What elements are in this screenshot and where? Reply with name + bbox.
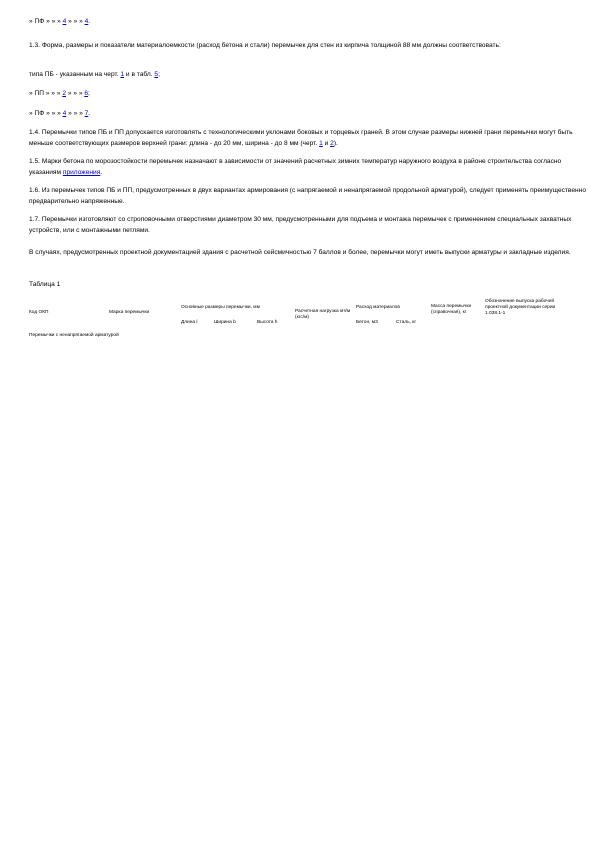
- table-caption: Таблица 1: [29, 281, 61, 288]
- paragraph-seismic: В случаях, предусмотренных проектной документацией здания с расчетной сейсмичностью 7 баллов и более, перемычки могут иметь выпуски арматуры и закладные изделия.: [29, 249, 571, 256]
- header-concrete: Бетон, м3: [356, 320, 378, 325]
- header-mark: Марка перемычки: [109, 310, 150, 315]
- line-pf-1: [29, 16, 589, 27]
- link-drawing-1[interactable]: 1: [319, 140, 323, 147]
- link-drawing-4[interactable]: 4: [62, 18, 67, 25]
- line-text: » » »: [66, 18, 85, 25]
- line-text: .: [88, 110, 91, 117]
- header-length: Длина l: [181, 320, 198, 325]
- paragraph-1-6: 1.6. Из перемычек типов ПБ и ПП, предусмотренных в двух вариантах армирования (с напрягаемой и ненапрягаемой продольной арматурой), следует применять преимущественно предварительно напряженные.: [29, 187, 586, 205]
- line-pb: [29, 69, 589, 80]
- line-text: » » »: [66, 110, 85, 117]
- link-appendix[interactable]: приложения: [62, 169, 101, 176]
- line-pp: [29, 88, 589, 99]
- line-text: » ПФ » » »: [29, 18, 63, 25]
- paragraph-1-7: 1.7. Перемычки изготовляют со строповочными отверстиями диаметром 30 мм, предусмотренными для подъема и монтажа перемычек с применением специальных захватных устройств, или с монтажными петлями.: [29, 216, 572, 234]
- line-text: » ПП » » »: [29, 90, 63, 97]
- header-load: Расчетная нагрузка кН/м (кгс/м): [295, 309, 351, 320]
- paragraph-text: 1.5. Марки бетона по морозостойкости перемычек назначают в зависимости от значений расчетных зимних температур наружного воздуха в районе строительства согласно указаниям: [29, 158, 562, 176]
- header-reference: Обозначение выпуска рабочей проектной документации серии 1.038.1-1: [485, 299, 556, 316]
- line-text: типа ПБ - указанным на черт.: [29, 71, 121, 78]
- paragraph-text: .: [100, 169, 103, 176]
- link-drawing-1[interactable]: 1: [120, 71, 125, 78]
- header-okp: Код ОКП: [29, 310, 49, 315]
- link-table-6[interactable]: 6: [84, 90, 88, 97]
- paragraph-1-4: [29, 127, 589, 149]
- header-mass: Масса перемычки (справочная), кг: [431, 304, 472, 315]
- line-pf-2: [29, 108, 589, 119]
- line-text: ;: [88, 90, 90, 97]
- link-table-5[interactable]: 5: [154, 71, 159, 78]
- header-width: Ширина b: [214, 320, 236, 325]
- header-dimensions: Основные размеры перемычки, мм: [181, 305, 260, 310]
- line-text: » ПФ » » »: [29, 110, 63, 117]
- paragraph-text: ).: [333, 140, 338, 147]
- line-text: .: [88, 18, 91, 25]
- paragraph-1-3: 1.3. Форма, размеры и показатели материалоемкости (расход бетона и стали) перемычек для стен из кирпича толщиной 88 мм должны соответствовать:: [29, 42, 501, 49]
- header-height: Высота h: [257, 320, 278, 325]
- line-text: и в табл.: [124, 71, 155, 78]
- header-materials: Расход материалов: [356, 305, 400, 310]
- header-steel: Сталь, кг: [396, 320, 417, 325]
- link-table-4[interactable]: 4: [84, 18, 89, 25]
- table-section-row: Перемычки с ненапрягаемой арматурой: [29, 333, 119, 338]
- paragraph-text: 1.4. Перемычки типов ПБ и ПП допускается изготовлять с технологическими уклонами боковых и торцевых граней. В этом случае размеры нижней грани перемычки могут быть меньше соответствующих размеров верхней грани: длина - до 20 мм, ширина - до 8 мм (черт.: [29, 129, 573, 147]
- paragraph-1-5: [29, 156, 589, 178]
- link-drawing-4[interactable]: 4: [62, 110, 67, 117]
- paragraph-text: и: [322, 140, 331, 147]
- line-text: ;: [158, 71, 160, 78]
- link-table-7[interactable]: 7: [84, 110, 89, 117]
- link-drawing-2[interactable]: 2: [330, 140, 334, 147]
- table-1: [29, 300, 559, 340]
- line-text: » » »: [65, 90, 85, 97]
- link-drawing-2[interactable]: 2: [62, 90, 66, 97]
